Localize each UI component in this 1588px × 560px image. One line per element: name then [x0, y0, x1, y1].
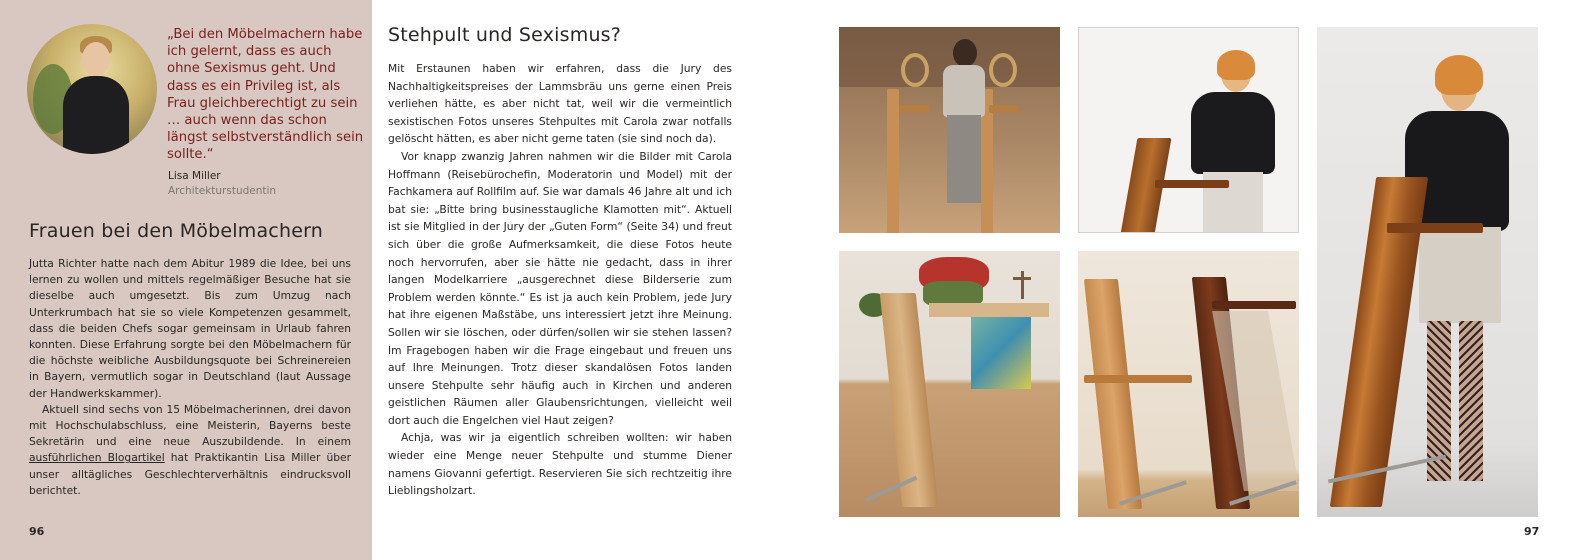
page-number-left: 96 [29, 525, 45, 538]
photo-workshop-man-with-lecterns [839, 27, 1060, 233]
author-portrait-image [27, 24, 157, 154]
sidebar-panel [0, 0, 372, 560]
section-heading-frauen: Frauen bei den Möbelmachern [29, 220, 324, 242]
paragraph: Achja, was wir ja eigentlich schreiben wollten: wir haben wieder eine Menge neuer Stehpulte und stumme Diener namens Giovanni gefertigt. Reservieren Sie sich rechtzeitig ihre Lieblingsholzart. [388, 431, 732, 498]
quote-author: Lisa Miller [168, 170, 221, 182]
blog-article-link[interactable]: ausführlichen Blogartikel [29, 451, 165, 465]
body-text-middle [388, 60, 732, 500]
quote-author-role: Architekturstudentin [168, 185, 277, 197]
paragraph [29, 402, 351, 499]
photo-woman-at-lectern [1078, 27, 1299, 233]
pull-quote: „Bei den Möbelmachern habe ich gelernt, dass es auch ohne Sexismus geht. Und dass es ein Privileg ist, als Frau gleichberechtigt zu sein … auch wenn das schon längst selbstverständlich sein sollte.“ [167, 27, 364, 163]
paragraph-text: hat Praktikantin Lisa Miller über unser alltägliches Geschlechterverhältnis eindrucksvoll berichtet. [29, 451, 351, 497]
section-heading-stehpult: Stehpult und Sexismus? [388, 24, 622, 46]
paragraph-text: Aktuell sind sechs von 15 Möbelmacherinnen, drei davon mit Hochschulabschluss, eine Meisterin, Bayerns beste Sekretärin und eine neue Auszubildende. In einem [29, 402, 351, 449]
paragraph: Vor knapp zwanzig Jahren nahmen wir die Bilder mit Carola Hoffmann (Reisebürochefin, Moderatorin und Model) mit der Fachkamera auf Rollfilm auf. Sie war damals 46 Jahre alt und ich bat sie: „Bitte bring businesstaugliche Klamotten mit“. Aktuell ist sie Mitglied in der Jury der „Guten Form“ (Seite 34) und freut sich über die große Aufmerksamkeit, die diese Fotos heute noch hervorrufen, aber sie hätte nie gedacht, dass in ihrer langen Modelkarriere „ausgerechnet diese Bilderserie zum Problem werden könnte.“ Es ist ja auch kein Problem, jede Jury hat ihre eigenen Maßstäbe, uns interessiert jetzt ihre Meinung. Sollen wir sie löschen, oder dürfen/sollen wir sie stehen lassen? Im Fragebogen haben wir die Frage eingebaut und freuen uns auf Ihre Meinungen. Trotz dieser skandalösen Fotos landen unsere Stehpulte sehr häufig auch in Kirchen und anderen geistlichen Räumen aller Glaubensrichtungen, vielleicht weil dort auch die Engelchen viel Haut zeigen? [388, 149, 732, 427]
photo-church-lectern [839, 251, 1060, 517]
page-number-right: 97 [1524, 525, 1540, 538]
photo-two-lecterns [1078, 251, 1299, 517]
paragraph: Mit Erstaunen haben wir erfahren, dass die Jury des Nachhaltigkeitspreises der Lammsbräu uns gerne einen Preis verliehen hätte, es aber nicht tat, weil wir die vermeintlich sexistischen Fotos unseres Stehpultes mit Carola zwar notfalls gelöscht hätten, es aber nicht gerne taten (sie sind noch da). [388, 62, 732, 146]
photo-woman-tall-lectern [1317, 27, 1538, 517]
body-text-left [29, 256, 351, 499]
paragraph: Jutta Richter hatte nach dem Abitur 1989 die Idee, bei uns lernen zu wollen und mittels regelmäßiger Besuche hat sie dieselbe auch umgesetzt. Bis zum Umzug nach Unterkrumbach hat sie so viele Kompetenzen gesammelt, dass die beiden Chefs sogar gemeinsam in Urlaub fahren konnten. Diese Erfahrung sorgte bei den Möbelmachern für die höchste weibliche Ausbildungsquote bei Schreinereien in Bayern, vermutlich sogar in Deutschland (laut Aussage der Handwerkskammer). [29, 257, 351, 400]
